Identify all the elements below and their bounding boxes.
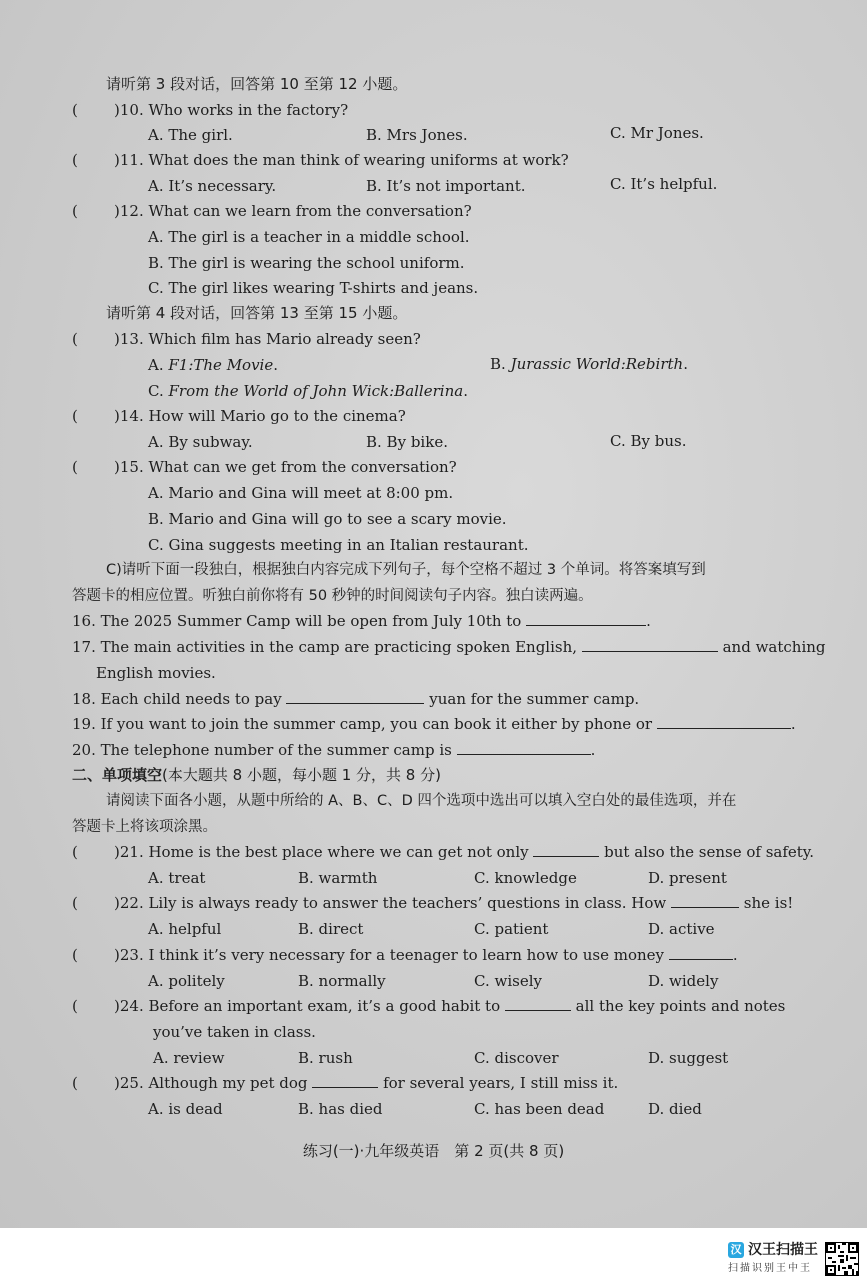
section-instruction: 请听第 4 段对话，回答第 13 至第 15 小题。 xyxy=(106,304,408,322)
question-25: )25. Although my pet dog for several years, I still miss it. xyxy=(114,1074,619,1092)
option-c: C. wisely xyxy=(474,972,542,990)
option-c: C. has been dead xyxy=(474,1100,605,1118)
question-15: )15. What can we get from the conversation? xyxy=(114,458,457,476)
option-b: B. Mrs Jones. xyxy=(366,126,468,144)
section-instruction: C)请听下面一段独白，根据独白内容完成下列句子，每个空格不超过 3 个单词。将答案填写到 xyxy=(106,562,706,578)
question-24: )24. Before an important exam, it’s a good habit to all the key points and notes xyxy=(114,997,786,1015)
scanner-slogan: 扫描识别王中王 xyxy=(728,1263,812,1274)
sentence-17: 17. The main activities in the camp are practicing spoken English, and watching xyxy=(72,638,826,656)
option-d: D. active xyxy=(648,920,715,938)
option-c: C. Mr Jones. xyxy=(610,124,704,142)
answer-blank[interactable] xyxy=(312,1073,378,1088)
option-b: B. has died xyxy=(298,1100,383,1118)
option-c: C. By bus. xyxy=(610,432,687,450)
answer-paren: ( xyxy=(72,843,78,861)
part-instruction: 请阅读下面各小题，从题中所给的 A、B、C、D 四个选项中选出可以填入空白处的最佳选项，并在 xyxy=(106,793,737,809)
option-b: B. rush xyxy=(298,1049,353,1067)
part-instruction: 答题卡上将该项涂黑。 xyxy=(72,819,217,835)
option-c: C. patient xyxy=(474,920,549,938)
answer-blank[interactable] xyxy=(457,740,591,755)
answer-paren: ( xyxy=(72,894,78,912)
option-c: C. discover xyxy=(474,1049,559,1067)
question-24-cont: you’ve taken in class. xyxy=(153,1023,316,1041)
answer-blank[interactable] xyxy=(582,637,718,652)
answer-paren: ( xyxy=(72,151,78,169)
qr-code-icon xyxy=(825,1242,859,1276)
sentence-16: 16. The 2025 Summer Camp will be open from July 10th to . xyxy=(72,612,651,630)
option-b: B. Jurassic World:Rebirth. xyxy=(490,355,688,373)
question-23: )23. I think it’s very necessary for a teenager to learn how to use money . xyxy=(114,946,738,964)
scanner-badge-icon: 汉 xyxy=(728,1242,744,1258)
answer-paren: ( xyxy=(72,407,78,425)
section-instruction: 答题卡的相应位置。听独白前你将有 50 秒钟的时间阅读句子内容。独白读两遍。 xyxy=(72,588,593,604)
sentence-19: 19. If you want to join the summer camp, you can book it either by phone or . xyxy=(72,715,796,733)
option-c: C. Gina suggests meeting in an Italian restaurant. xyxy=(148,536,529,554)
option-b: B. direct xyxy=(298,920,364,938)
option-b: B. Mario and Gina will go to see a scary movie. xyxy=(148,510,507,528)
option-a: A. is dead xyxy=(148,1100,223,1118)
question-13: )13. Which film has Mario already seen? xyxy=(114,330,421,348)
answer-paren: ( xyxy=(72,330,78,348)
page-footer: 练习(一)·九年级英语 第 2 页(共 8 页) xyxy=(302,1142,565,1160)
option-a: A. review xyxy=(153,1049,225,1067)
sentence-17-cont: English movies. xyxy=(96,664,216,682)
option-b: B. normally xyxy=(298,972,386,990)
answer-paren: ( xyxy=(72,997,78,1015)
option-d: D. suggest xyxy=(648,1049,729,1067)
answer-blank[interactable] xyxy=(533,842,599,857)
answer-blank[interactable] xyxy=(526,611,646,626)
option-b: B. warmth xyxy=(298,869,378,887)
option-a: A. By subway. xyxy=(148,433,253,451)
answer-blank[interactable] xyxy=(286,689,424,704)
question-21: )21. Home is the best place where we can get not only but also the sense of safety. xyxy=(114,843,815,861)
question-12: )12. What can we learn from the conversation? xyxy=(114,202,472,220)
option-a: A. It’s necessary. xyxy=(148,177,277,195)
option-a: A. politely xyxy=(148,972,225,990)
option-d: D. died xyxy=(648,1100,702,1118)
option-a: A. The girl is a teacher in a middle school. xyxy=(148,228,470,246)
scanner-logo xyxy=(728,1240,823,1280)
option-d: D. present xyxy=(648,869,727,887)
option-a: A. treat xyxy=(148,869,206,887)
option-c: C. knowledge xyxy=(474,869,577,887)
option-a: A. Mario and Gina will meet at 8:00 pm. xyxy=(148,484,454,502)
answer-paren: ( xyxy=(72,202,78,220)
answer-paren: ( xyxy=(72,946,78,964)
question-14: )14. How will Mario go to the cinema? xyxy=(114,407,406,425)
sentence-18: 18. Each child needs to pay yuan for the summer camp. xyxy=(72,690,640,708)
answer-paren: ( xyxy=(72,1074,78,1092)
option-a: A. helpful xyxy=(148,920,222,938)
option-c: C. It’s helpful. xyxy=(610,175,718,193)
option-c: C. From the World of John Wick:Ballerina. xyxy=(148,382,468,400)
scanner-brand: 汉王扫描王 xyxy=(748,1242,818,1258)
section-instruction: 请听第 3 段对话，回答第 10 至第 12 小题。 xyxy=(106,75,408,93)
question-22: )22. Lily is always ready to answer the teachers’ questions in class. How she is! xyxy=(114,894,794,912)
option-a: A. F1:The Movie. xyxy=(148,356,279,374)
option-d: D. widely xyxy=(648,972,719,990)
answer-blank[interactable] xyxy=(505,996,571,1011)
answer-blank[interactable] xyxy=(657,714,791,729)
question-11: )11. What does the man think of wearing uniforms at work? xyxy=(114,151,569,169)
option-b: B. The girl is wearing the school uniform. xyxy=(148,254,465,272)
answer-paren: ( xyxy=(72,458,78,476)
sentence-20: 20. The telephone number of the summer camp is . xyxy=(72,741,596,759)
option-b: B. By bike. xyxy=(366,433,448,451)
question-10: )10. Who works in the factory? xyxy=(114,101,349,119)
option-a: A. The girl. xyxy=(148,126,233,144)
option-b: B. It’s not important. xyxy=(366,177,526,195)
answer-paren: ( xyxy=(72,101,78,119)
option-c: C. The girl likes wearing T-shirts and jeans. xyxy=(148,279,479,297)
part-title: 二、单项填空(本大题共 8 小题，每小题 1 分，共 8 分) xyxy=(72,766,441,784)
answer-blank[interactable] xyxy=(669,945,733,960)
answer-blank[interactable] xyxy=(671,893,739,908)
